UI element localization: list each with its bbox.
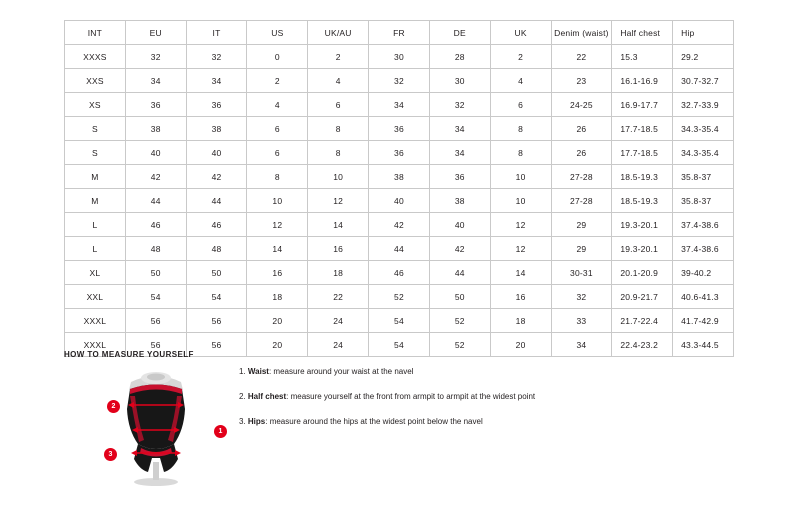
table-cell: 52 [429, 309, 490, 333]
table-cell: 38 [369, 165, 430, 189]
table-cell: 14 [490, 261, 551, 285]
table-cell: 22.4-23.2 [612, 333, 673, 357]
table-cell: 34 [369, 93, 430, 117]
table-cell: 29 [551, 213, 612, 237]
how-to-measure-block [64, 364, 734, 494]
table-row [65, 261, 734, 285]
table-row [65, 213, 734, 237]
table-cell: 14 [247, 237, 308, 261]
size-table-container [64, 20, 734, 357]
table-cell: 10 [490, 189, 551, 213]
measure-notes [239, 366, 719, 441]
table-cell: 35.8-37 [673, 189, 734, 213]
table-cell: 20 [247, 333, 308, 357]
table-cell: 4 [247, 93, 308, 117]
table-cell: 30-31 [551, 261, 612, 285]
table-cell: 34.3-35.4 [673, 117, 734, 141]
measure-bullet-2: 2 [107, 400, 120, 413]
table-cell: 54 [369, 333, 430, 357]
table-cell: 34 [125, 69, 186, 93]
table-cell: 50 [186, 261, 247, 285]
table-cell: 32 [551, 285, 612, 309]
table-cell: 43.3-44.5 [673, 333, 734, 357]
table-cell: 4 [308, 69, 369, 93]
table-cell: 40 [369, 189, 430, 213]
table-cell: XXXL [65, 309, 126, 333]
table-cell: 10 [308, 165, 369, 189]
table-cell: 56 [125, 309, 186, 333]
table-cell: L [65, 213, 126, 237]
table-cell: 8 [308, 117, 369, 141]
table-cell: XL [65, 261, 126, 285]
table-cell: 0 [247, 45, 308, 69]
table-row [65, 93, 734, 117]
table-cell: 32 [186, 45, 247, 69]
measure-bullet-1: 1 [214, 425, 227, 438]
table-cell: L [65, 237, 126, 261]
column-header-uk-au: UK/AU [308, 21, 369, 45]
table-cell: 2 [308, 45, 369, 69]
table-cell: 38 [429, 189, 490, 213]
table-cell: 20 [247, 309, 308, 333]
table-cell: 50 [125, 261, 186, 285]
table-cell: 40.6-41.3 [673, 285, 734, 309]
measure-note-half-chest [239, 391, 719, 403]
column-header-eu: EU [125, 21, 186, 45]
table-cell: 35.8-37 [673, 165, 734, 189]
table-cell: 12 [490, 237, 551, 261]
table-cell: 34 [186, 69, 247, 93]
table-cell: 15.3 [612, 45, 673, 69]
table-row [65, 165, 734, 189]
table-cell: 16.1-16.9 [612, 69, 673, 93]
table-cell: 26 [551, 141, 612, 165]
table-cell: 18.5-19.3 [612, 189, 673, 213]
table-cell: 22 [551, 45, 612, 69]
table-cell: 16 [490, 285, 551, 309]
table-cell: 14 [308, 213, 369, 237]
table-cell: 34.3-35.4 [673, 141, 734, 165]
measure-note-half-chest-text: : measure yourself at the front from armpit to armpit at the widest point [286, 392, 536, 401]
table-cell: 12 [247, 213, 308, 237]
table-cell: XXS [65, 69, 126, 93]
table-cell: 6 [247, 117, 308, 141]
column-header-denim-waist: Denim (waist) [551, 21, 612, 45]
table-cell: 42 [369, 213, 430, 237]
table-cell: 2 [490, 45, 551, 69]
how-to-measure-title: HOW TO MEASURE YOURSELF [64, 350, 194, 359]
table-cell: 17.7-18.5 [612, 141, 673, 165]
table-cell: 29 [551, 237, 612, 261]
table-cell: 44 [429, 261, 490, 285]
measure-note-hips-term: Hips [247, 417, 266, 426]
table-cell: 17.7-18.5 [612, 117, 673, 141]
column-header-hip: Hip [673, 21, 734, 45]
table-cell: 8 [308, 141, 369, 165]
table-cell: 27-28 [551, 189, 612, 213]
table-cell: 33 [551, 309, 612, 333]
table-cell: 56 [186, 333, 247, 357]
table-cell: 20.1-20.9 [612, 261, 673, 285]
measure-note-hips-number: 3. [239, 417, 246, 426]
table-cell: 20.9-21.7 [612, 285, 673, 309]
size-table-head [65, 21, 734, 45]
table-cell: 39-40.2 [673, 261, 734, 285]
table-cell: M [65, 189, 126, 213]
measure-note-hips-text: : measure around the hips at the widest point below the navel [265, 417, 483, 426]
table-cell: 18 [490, 309, 551, 333]
table-cell: 40 [125, 141, 186, 165]
table-cell: 27-28 [551, 165, 612, 189]
column-header-us: US [247, 21, 308, 45]
table-cell: 46 [125, 213, 186, 237]
table-cell: 36 [186, 93, 247, 117]
table-cell: 37.4-38.6 [673, 213, 734, 237]
table-cell: 38 [186, 117, 247, 141]
table-cell: 21.7-22.4 [612, 309, 673, 333]
table-cell: 54 [186, 285, 247, 309]
table-cell: 4 [490, 69, 551, 93]
table-cell: 6 [490, 93, 551, 117]
table-cell: 32.7-33.9 [673, 93, 734, 117]
table-cell: 6 [247, 141, 308, 165]
table-row [65, 309, 734, 333]
table-cell: 19.3-20.1 [612, 213, 673, 237]
table-cell: 50 [429, 285, 490, 309]
table-cell: 40 [186, 141, 247, 165]
table-cell: M [65, 165, 126, 189]
size-table [64, 20, 734, 357]
table-cell: 20 [490, 333, 551, 357]
table-cell: 32 [125, 45, 186, 69]
table-cell: 54 [125, 285, 186, 309]
table-cell: XXXL [65, 333, 126, 357]
table-cell: 10 [490, 165, 551, 189]
table-cell: 44 [369, 237, 430, 261]
column-header-uk: UK [490, 21, 551, 45]
table-cell: 30 [429, 69, 490, 93]
measure-note-waist [239, 366, 719, 378]
measure-note-half-chest-term: Half chest [247, 392, 287, 401]
table-cell: 24 [308, 309, 369, 333]
table-cell: 48 [186, 237, 247, 261]
measure-note-waist-number: 1. [239, 367, 246, 376]
table-cell: S [65, 117, 126, 141]
table-cell: 24 [308, 333, 369, 357]
table-cell: 41.7-42.9 [673, 309, 734, 333]
table-row [65, 285, 734, 309]
measure-note-waist-text: : measure around your waist at the navel [268, 367, 414, 376]
column-header-int: INT [65, 21, 126, 45]
table-cell: 23 [551, 69, 612, 93]
size-table-body [65, 45, 734, 357]
table-cell: 32 [429, 93, 490, 117]
mannequin-svg [86, 364, 236, 489]
table-cell: 8 [490, 117, 551, 141]
table-cell: 18 [308, 261, 369, 285]
table-cell: 42 [429, 237, 490, 261]
table-cell: S [65, 141, 126, 165]
table-cell: 34 [551, 333, 612, 357]
table-row [65, 69, 734, 93]
table-cell: 42 [186, 165, 247, 189]
table-cell: 36 [125, 93, 186, 117]
mannequin-illustration [86, 364, 236, 489]
table-cell: 36 [369, 141, 430, 165]
column-header-half-chest: Half chest [612, 21, 673, 45]
table-row [65, 45, 734, 69]
table-cell: 44 [125, 189, 186, 213]
table-cell: 26 [551, 117, 612, 141]
table-cell: 24-25 [551, 93, 612, 117]
table-cell: 18 [247, 285, 308, 309]
table-cell: 29.2 [673, 45, 734, 69]
table-cell: 30 [369, 45, 430, 69]
table-cell: 38 [125, 117, 186, 141]
table-cell: 36 [429, 165, 490, 189]
table-cell: 56 [186, 309, 247, 333]
table-cell: 8 [247, 165, 308, 189]
table-cell: 10 [247, 189, 308, 213]
measure-bullet-3: 3 [104, 448, 117, 461]
measure-note-half-chest-number: 2. [239, 392, 246, 401]
column-header-de: DE [429, 21, 490, 45]
table-cell: 52 [369, 285, 430, 309]
table-cell: 6 [308, 93, 369, 117]
table-cell: 46 [186, 213, 247, 237]
table-cell: 40 [429, 213, 490, 237]
table-cell: 16 [308, 237, 369, 261]
table-cell: 12 [308, 189, 369, 213]
table-cell: 22 [308, 285, 369, 309]
table-cell: 16.9-17.7 [612, 93, 673, 117]
table-cell: 28 [429, 45, 490, 69]
table-cell: 54 [369, 309, 430, 333]
table-row [65, 237, 734, 261]
table-cell: 2 [247, 69, 308, 93]
table-cell: XXXS [65, 45, 126, 69]
column-header-it: IT [186, 21, 247, 45]
table-cell: 46 [369, 261, 430, 285]
table-row [65, 189, 734, 213]
table-cell: 52 [429, 333, 490, 357]
table-cell: 48 [125, 237, 186, 261]
table-cell: XXL [65, 285, 126, 309]
measure-note-hips [239, 416, 719, 428]
column-header-fr: FR [369, 21, 430, 45]
table-cell: 12 [490, 213, 551, 237]
table-cell: 34 [429, 117, 490, 141]
table-header-row [65, 21, 734, 45]
table-cell: 30.7-32.7 [673, 69, 734, 93]
table-cell: 16 [247, 261, 308, 285]
measure-note-waist-term: Waist [247, 367, 269, 376]
table-cell: 37.4-38.6 [673, 237, 734, 261]
table-cell: 56 [125, 333, 186, 357]
table-cell: 44 [186, 189, 247, 213]
table-cell: 36 [369, 117, 430, 141]
table-row [65, 117, 734, 141]
table-cell: 34 [429, 141, 490, 165]
table-cell: 18.5-19.3 [612, 165, 673, 189]
table-cell: 32 [369, 69, 430, 93]
table-cell: 8 [490, 141, 551, 165]
table-row [65, 141, 734, 165]
table-cell: XS [65, 93, 126, 117]
table-cell: 19.3-20.1 [612, 237, 673, 261]
table-cell: 42 [125, 165, 186, 189]
